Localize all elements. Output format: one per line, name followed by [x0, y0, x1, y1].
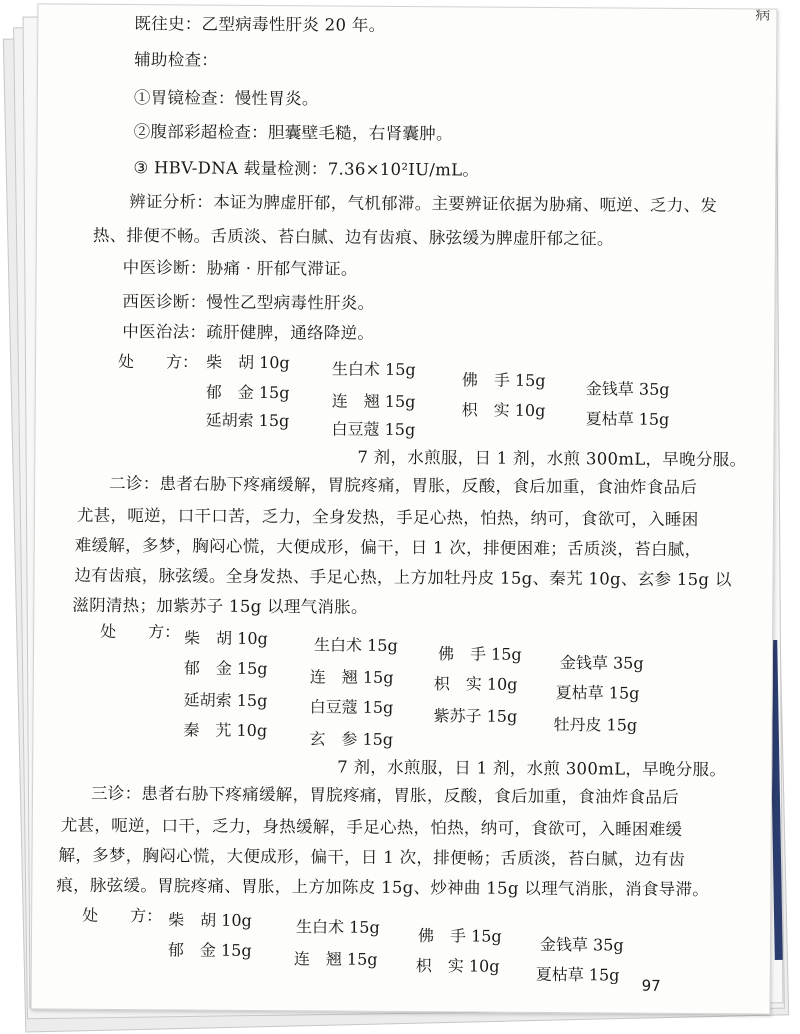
visit3-line-1: 三诊：患者右胁下疼痛缓解，胃脘疼痛，胃胀，反酸，食后加重，食油炸食品后	[90, 783, 680, 807]
rx2-herb: 郁 金 15g	[183, 658, 268, 679]
rx2-herb: 生白术 15g	[313, 635, 398, 655]
rx2-label: 处 方：	[100, 621, 181, 642]
visit2-line-2: 尤甚，呃逆，口干口苦，乏力，全身发热，手足心热，怕热，纳可，食欲可，入睡困	[76, 505, 699, 530]
visit2-line-5: 滋阴清热；加紫苏子 15g 以理气消胀。	[72, 595, 368, 617]
rx2-herb: 秦 艽 10g	[183, 720, 268, 741]
visit2-line-3: 难缓解，多梦，胸闷心慌，大便成形，偏干，日 1 次，排便困难；舌质淡，苔白腻，	[74, 535, 702, 560]
visit3-line-4: 痕，脉弦缓。胃脘疼痛、胃胀，上方加陈皮 15g、炒神曲 15g 以理气消胀，消食导滞。	[56, 875, 710, 900]
rx2-herb: 牡丹皮 15g	[553, 715, 638, 735]
rx2-herb: 白豆蔻 15g	[309, 697, 394, 717]
analysis-line-1: 辨证分析：本证为脾虚肝郁，气机郁滞。主要辨证依据为胁痛、呃逆、乏力、发	[129, 192, 718, 216]
rx3-herb: 金钱草 35g	[539, 934, 624, 955]
rx2-herb: 玄 参 15g	[309, 729, 394, 749]
aux-item-1: ①胃镜检查：慢性胃炎。	[133, 88, 319, 109]
rx3-herb: 佛 手 15g	[417, 926, 502, 946]
rx1-herb: 佛 手 15g	[461, 370, 546, 390]
rx1-herb: 郁 金 15g	[205, 382, 290, 403]
document-page	[30, 3, 777, 1014]
rx3-herb: 连 翘 15g	[293, 949, 378, 969]
rx1-herb: 金钱草 35g	[585, 379, 670, 399]
rx3-herb: 柴 胡 10g	[168, 910, 252, 930]
dose-1: 7 剂，水煎服，日 1 剂，水煎 300mL，早晚分服。	[357, 447, 747, 470]
aux-item-2: ②腹部彩超检查：胆囊壁毛糙，右肾囊肿。	[133, 122, 453, 144]
analysis-line-2: 热、排便不畅。舌质淡、苔白腻、边有齿痕、脉弦缓为脾虚肝郁之征。	[92, 225, 614, 249]
rx2-herb: 夏枯草 15g	[555, 683, 640, 703]
visit2-line-4: 边有齿痕，脉弦缓。全身发热、手足心热，上方加牡丹皮 15g、秦艽 10g、玄参 15g 以	[74, 565, 732, 590]
rx1-herb: 生白术 15g	[331, 359, 416, 380]
dose-2: 7 剂，水煎服，日 1 剂，水煎 300mL，早晚分服。	[337, 757, 727, 780]
rx3-herb: 枳 实 10g	[415, 956, 500, 976]
rx2-herb: 柴 胡 10g	[184, 628, 268, 649]
rx1-herb: 延胡索 15g	[205, 410, 290, 431]
rx2-herb: 紫苏子 15g	[433, 706, 518, 726]
aux-item-3: ③ HBV-DNA 载量检测：7.36×10²IU/mL。	[133, 158, 480, 180]
rx3-label: 处 方：	[82, 905, 163, 926]
rx3-herb: 夏枯草 15g	[535, 964, 620, 985]
visit2-line-1: 二诊：患者右胁下疼痛缓解，胃脘疼痛，胃胀，反酸，食后加重，食油炸食品后	[109, 473, 698, 498]
rx3-herb: 郁 金 15g	[167, 940, 252, 960]
rx2-herb: 枳 实 10g	[433, 674, 518, 694]
treatment-principle: 中医治法：疏肝健脾，通络降逆。	[122, 322, 375, 343]
page-number: 97	[641, 976, 661, 995]
rx2-herb: 延胡索 15g	[183, 690, 268, 711]
rx2-herb: 佛 手 15g	[437, 644, 522, 664]
aux-title: 辅助检查：	[134, 50, 219, 70]
rx1-herb: 夏枯草 15g	[585, 409, 670, 429]
rx2-herb: 金钱草 35g	[559, 653, 644, 673]
visit3-line-3: 解，多梦，胸闷心慌，大便成形，偏干，日 1 次，排便畅；舌质淡，苔白腻，边有齿	[58, 845, 686, 869]
rx1-herb: 柴 胡 10g	[205, 352, 290, 373]
rx3-herb: 生白术 15g	[296, 917, 380, 937]
history-line: 既往史：乙型病毒性肝炎 20 年。	[134, 14, 386, 35]
rx1-label: 处 方：	[117, 352, 199, 372]
rx1-herb: 枳 实 10g	[461, 400, 546, 420]
rx1-herb: 连 翘 15g	[331, 391, 416, 412]
tcm-diagnosis: 中医诊断：胁痛 · 肝郁气滞证。	[122, 258, 358, 279]
header-fragment: 病	[755, 5, 771, 24]
visit3-line-2: 尤甚，呃逆，口干，乏力，身热缓解，手足心热，怕热，纳可，食欲可，入睡困难缓	[60, 815, 683, 839]
rx2-herb: 连 翘 15g	[309, 667, 394, 687]
rx1-herb: 白豆蔻 15g	[331, 419, 416, 440]
western-diagnosis: 西医诊断：慢性乙型病毒性肝炎。	[122, 292, 375, 313]
